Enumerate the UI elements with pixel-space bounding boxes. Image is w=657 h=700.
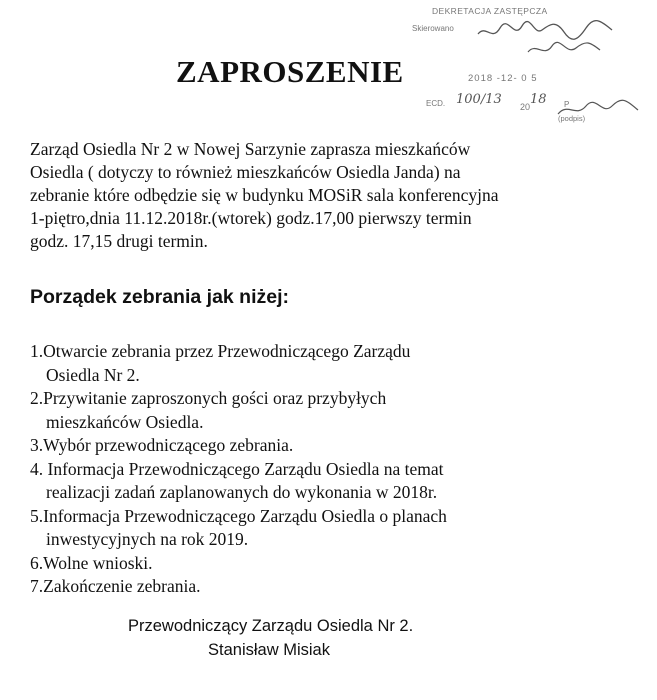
agenda-item-continuation: inwestycyjnych na rok 2019. xyxy=(46,529,249,549)
agenda-item: 3.Wybór przewodniczącego zebrania. xyxy=(30,435,294,455)
agenda-item: 5.Informacja Przewodniczącego Zarządu Osiedla o planach xyxy=(30,505,447,526)
agenda-item-continuation: realizacji zadań zaplanowanych do wykonania w 2018r. xyxy=(46,482,438,502)
signature-block xyxy=(128,614,413,662)
stamp-podpis-label: (podpis) xyxy=(558,114,586,123)
document-title: ZAPROSZENIE xyxy=(176,54,404,89)
intro-line: Zarząd Osiedla Nr 2 w Nowej Sarzynie zaprasza mieszkańców xyxy=(30,139,471,159)
stamp-year-prefix: 20 xyxy=(520,102,531,112)
agenda-item-continuation: Osiedla Nr 2. xyxy=(46,364,140,385)
stamp-p-label: P xyxy=(564,100,570,109)
agenda-item: 6.Wolne wnioski. xyxy=(30,552,153,573)
intro-paragraph xyxy=(30,138,620,253)
agenda-list xyxy=(30,340,630,599)
stamp-heading: DEKRETACJA ZASTĘPCZA xyxy=(432,6,548,16)
intro-line: 1-piętro,dnia 11.12.2018r.(wtorek) godz.17,00 pierwszy termin xyxy=(30,208,472,228)
agenda-item-continuation: mieszkańców Osiedla. xyxy=(46,411,204,432)
signature-name: Stanisław Misiak xyxy=(208,641,330,659)
agenda-item: 1.Otwarcie zebrania przez Przewodniczącego Zarządu xyxy=(30,341,411,361)
agenda-item: 4. Informacja Przewodniczącego Zarządu Osiedla na temat xyxy=(30,458,444,479)
stamp-ecd-label: ECD. xyxy=(426,99,446,108)
agenda-heading: Porządek zebrania jak niżej: xyxy=(30,286,290,308)
registration-stamp xyxy=(408,6,646,126)
signature-role: Przewodniczący Zarządu Osiedla Nr 2. xyxy=(128,617,414,635)
stamp-year-suffix: 18 xyxy=(530,92,547,107)
intro-line: zebranie które odbędzie się w budynku MOSiR sala konferencyjna xyxy=(30,185,499,205)
agenda-item: 2.Przywitanie zaproszonych gości oraz przybyłych xyxy=(30,388,387,408)
agenda-item: 7.Zakończenie zebrania. xyxy=(30,576,201,596)
stamp-date: 2018 -12- 0 5 xyxy=(468,73,538,84)
intro-line: Osiedla ( dotyczy to również mieszkańców Osiedla Janda) na xyxy=(30,162,461,182)
stamp-number: 100/13 xyxy=(456,92,502,107)
stamp-skierowano-label: Skierowano xyxy=(412,24,454,33)
intro-line: godz. 17,15 drugi termin. xyxy=(30,231,208,251)
